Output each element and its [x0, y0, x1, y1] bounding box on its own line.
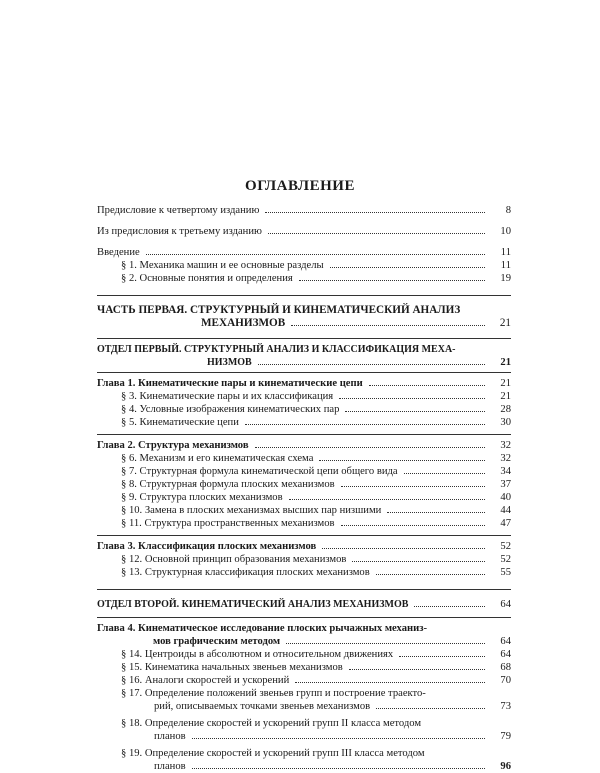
toc-entry-text-continued: НИЗМОВ — [207, 357, 252, 368]
toc-page-number: 32 — [500, 440, 511, 451]
toc-entry — [97, 478, 511, 491]
toc-entry-text: § 3. Кинематические пары и их классификация — [121, 391, 334, 402]
dot-leader — [341, 486, 485, 487]
toc-part-heading — [97, 304, 511, 330]
toc-entry — [97, 204, 511, 217]
dot-leader — [291, 325, 485, 326]
toc-entry-text: § 12. Основной принцип образования механизмов — [121, 554, 347, 565]
toc-page-number: 30 — [500, 417, 511, 428]
dot-leader — [414, 606, 485, 607]
divider — [97, 617, 511, 618]
dot-leader — [341, 525, 485, 526]
toc-section-heading — [97, 598, 511, 611]
dot-leader — [330, 267, 485, 268]
toc-entry-text: Глава 1. Кинематические пары и кинематические цепи — [97, 378, 363, 389]
toc-page-number: 21 — [500, 391, 511, 402]
toc-chapter — [97, 377, 511, 390]
toc-page-number: 52 — [500, 554, 511, 565]
toc-entry-text: ОТДЕЛ ВТОРОЙ. КИНЕМАТИЧЕСКИЙ АНАЛИЗ МЕХАНИЗМОВ — [97, 599, 409, 610]
toc-chapter — [97, 540, 511, 553]
dot-leader — [146, 254, 485, 255]
toc-entry — [97, 517, 511, 530]
toc-entry — [97, 259, 511, 272]
toc-page-number: 44 — [500, 505, 511, 516]
toc-entry-text: § 2. Основные понятия и определения — [121, 273, 293, 284]
toc-entry-text: ОТДЕЛ ПЕРВЫЙ. СТРУКТУРНЫЙ АНАЛИЗ И КЛАССИФИКАЦИЯ МЕХА- — [97, 344, 456, 355]
toc-entry — [97, 674, 511, 687]
toc-entry-text-continued: мов графическим методом — [153, 636, 281, 647]
dot-leader — [299, 280, 485, 281]
dot-leader — [339, 398, 485, 399]
toc-entry-text: § 1. Механика машин и ее основные разделы — [121, 260, 324, 271]
dot-leader — [352, 561, 485, 562]
toc-page-number: 34 — [500, 466, 511, 477]
toc-entry-text: § 14. Центроиды в абсолютном и относительном движениях — [121, 649, 394, 660]
toc-entry — [97, 465, 511, 478]
toc-page-number: 64 — [500, 599, 511, 610]
divider — [97, 338, 511, 339]
dot-leader — [255, 447, 485, 448]
toc-page-number: 11 — [500, 247, 511, 258]
toc-entry-text: ЧАСТЬ ПЕРВАЯ. СТРУКТУРНЫЙ И КИНЕМАТИЧЕСКИЙ АНАЛИЗ — [97, 304, 461, 316]
dot-leader — [349, 669, 485, 670]
toc-entry-text-continued: МЕХАНИЗМОВ — [201, 317, 286, 329]
toc-entry — [97, 225, 511, 238]
toc-entry-text: Из предисловия к третьему изданию — [97, 226, 262, 237]
dot-leader — [192, 768, 485, 769]
toc-page-number: 37 — [500, 479, 511, 490]
dot-leader — [322, 548, 485, 549]
toc-entry — [97, 416, 511, 429]
toc-page-number: 73 — [500, 701, 511, 712]
toc-entry-text: § 11. Структура пространственных механизмов — [121, 518, 335, 529]
toc-entry-text: § 6. Механизм и его кинематическая схема — [121, 453, 314, 464]
toc-entry — [97, 553, 511, 566]
dot-leader — [289, 499, 485, 500]
toc-entry-text: § 5. Кинематические цепи — [121, 417, 239, 428]
toc-page-number: 11 — [500, 260, 511, 271]
toc-page-number: 64 — [500, 636, 511, 647]
toc-entry-text: § 18. Определение скоростей и ускорений групп II класса методом — [121, 718, 422, 729]
toc-entry-text: § 16. Аналоги скоростей и ускорений — [121, 675, 290, 686]
dot-leader — [245, 424, 485, 425]
toc-entry — [97, 390, 511, 403]
dot-leader — [345, 411, 485, 412]
page-title: ОГЛАВЛЕНИЕ — [245, 178, 355, 194]
toc-page-number: 21 — [500, 357, 511, 368]
toc-entry — [97, 504, 511, 517]
toc-entry — [97, 272, 511, 285]
toc-page-number: 70 — [500, 675, 511, 686]
divider — [97, 589, 511, 590]
dot-leader — [399, 656, 485, 657]
toc-entry — [97, 687, 511, 713]
toc-page-number: 47 — [500, 518, 511, 529]
divider — [97, 372, 511, 373]
toc-entry — [97, 717, 511, 743]
toc-page-number: 21 — [500, 378, 511, 389]
dot-leader — [404, 473, 485, 474]
divider — [97, 535, 511, 536]
toc-entry-text: § 7. Структурная формула кинематической цепи общего вида — [121, 466, 398, 477]
dot-leader — [295, 682, 485, 683]
toc-page-number: 40 — [500, 492, 511, 503]
dot-leader — [369, 385, 485, 386]
toc-entry — [97, 566, 511, 579]
dot-leader — [268, 233, 485, 234]
toc-chapter — [97, 439, 511, 452]
dot-leader — [387, 512, 485, 513]
toc-chapter — [97, 622, 511, 648]
toc-section-heading — [97, 343, 511, 369]
toc-page-number: 64 — [500, 649, 511, 660]
toc-entry-text: § 17. Определение положений звеньев групп и построение траекто- — [121, 688, 426, 699]
toc-entry-text: Введение — [97, 247, 140, 258]
toc-entry — [97, 661, 511, 674]
dot-leader — [192, 738, 485, 739]
toc-page-number: 28 — [500, 404, 511, 415]
toc-entry — [97, 452, 511, 465]
toc-entry-text: § 13. Структурная классификация плоских механизмов — [121, 567, 370, 578]
toc-entry-text: § 4. Условные изображения кинематических пар — [121, 404, 340, 415]
toc-entry-text: § 15. Кинематика начальных звеньев механизмов — [121, 662, 343, 673]
toc-page-number: 96 — [500, 761, 511, 772]
toc-entry-text: Глава 3. Классификация плоских механизмов — [97, 541, 317, 552]
toc-entry-text: Глава 2. Структура механизмов — [97, 440, 249, 451]
toc-entry — [97, 648, 511, 661]
dot-leader — [376, 574, 485, 575]
table-of-contents — [97, 204, 511, 773]
toc-entry — [97, 246, 511, 259]
toc-page-number: 68 — [500, 662, 511, 673]
toc-page-number: 52 — [500, 541, 511, 552]
toc-page-number: 21 — [499, 317, 511, 329]
toc-entry — [97, 747, 511, 773]
toc-entry-text: Предисловие к четвертому изданию — [97, 205, 260, 216]
toc-entry-text-continued: планов — [154, 731, 186, 742]
dot-leader — [319, 460, 485, 461]
toc-entry-text-continued: планов — [154, 761, 186, 772]
toc-page-number: 8 — [505, 205, 511, 216]
toc-page-number: 32 — [500, 453, 511, 464]
toc-page-number: 79 — [500, 731, 511, 742]
toc-entry-text: § 9. Структура плоских механизмов — [121, 492, 283, 503]
toc-page-number: 10 — [500, 226, 511, 237]
toc-entry-text: § 19. Определение скоростей и ускорений групп III класса методом — [121, 748, 425, 759]
toc-page-number: 19 — [500, 273, 511, 284]
toc-entry-text: § 10. Замена в плоских механизмах высших пар низшими — [121, 505, 382, 516]
toc-entry — [97, 403, 511, 416]
dot-leader — [265, 212, 485, 213]
dot-leader — [258, 364, 485, 365]
toc-entry-text: Глава 4. Кинематическое исследование плоских рычажных механиз- — [97, 623, 427, 634]
toc-page-number: 55 — [500, 567, 511, 578]
dot-leader — [376, 708, 485, 709]
toc-entry-text: § 8. Структурная формула плоских механизмов — [121, 479, 335, 490]
toc-entry-text-continued: рий, описываемых точками звеньев механизмов — [154, 701, 371, 712]
divider — [97, 434, 511, 435]
dot-leader — [286, 643, 485, 644]
divider — [97, 295, 511, 296]
toc-entry — [97, 491, 511, 504]
